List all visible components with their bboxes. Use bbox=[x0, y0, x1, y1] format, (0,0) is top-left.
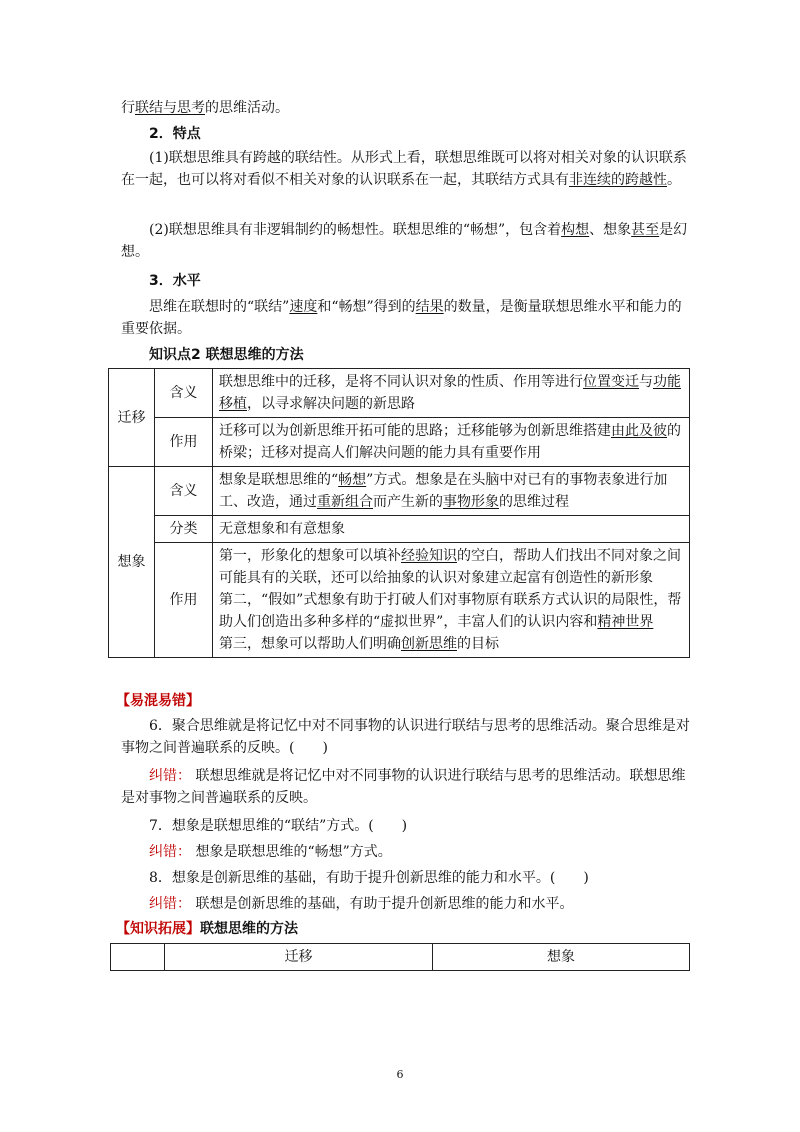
imagination-function-cell bbox=[213, 543, 690, 658]
section-3-title: 3．水平 bbox=[149, 273, 201, 289]
sub-header-category: 分类 bbox=[155, 516, 213, 543]
correction-label: 纠错： bbox=[149, 844, 191, 860]
table-row bbox=[109, 467, 690, 516]
question-7: 7．想象是联想思维的“联结”方式。( ) bbox=[149, 818, 408, 834]
function-item-3: 第三，想象可以帮助人们明确创新思维的目标 bbox=[219, 636, 499, 652]
table-row bbox=[111, 944, 690, 971]
correction-8: 纠错： 联想是创新思维的基础，有助于提升创新思维的能力和水平。 bbox=[149, 896, 574, 912]
function-item-1: 第一，形象化的想象可以填补经验知识的空白，帮助人们找出不同对象之间可能具有的关联，还可以给抽象的认识对象建立起富有创造性的新形象 bbox=[219, 548, 681, 586]
section-2-title: 2．特点 bbox=[149, 126, 201, 142]
feature-paragraph-1: (1)联想思维具有跨越的联结性。从形式上看，联想思维既可以将对相关对象的认识联系在一起，也可以将对看似不相关对象的认识联系在一起，其联结方式具有非连续的跨越性。 bbox=[121, 150, 687, 188]
table-row bbox=[109, 418, 690, 467]
table-row bbox=[109, 369, 690, 418]
easily-confused-label: 【易混易错】 bbox=[116, 693, 200, 709]
sub-header-meaning: 含义 bbox=[155, 369, 213, 418]
sub-header-function: 作用 bbox=[155, 418, 213, 467]
sub-header-function: 作用 bbox=[155, 543, 213, 658]
row-header-imagination: 想象 bbox=[109, 467, 155, 658]
row-header-transfer: 迁移 bbox=[109, 369, 155, 467]
imagination-meaning-cell: 想象是联想思维的“畅想”方式。想象是在头脑中对已有的事物表象进行加工、改造，通过重新组合而产生新的事物形象的思维过程 bbox=[213, 467, 690, 516]
knowledge-point-2-title: 知识点2 联想思维的方法 bbox=[149, 347, 304, 363]
methods-table bbox=[108, 368, 690, 658]
level-paragraph: 思维在联想时的“联结”速度和“畅想”得到的结果的数量，是衡量联想思维水平和能力的重要依据。 bbox=[121, 299, 682, 337]
transfer-function-cell: 迁移可以为创新思维开拓可能的思路；迁移能够为创新思维搭建由此及彼的桥梁；迁移对提高人们解决问题的能力具有重要作用 bbox=[213, 418, 690, 467]
extension-table bbox=[110, 943, 690, 971]
page-number: 6 bbox=[396, 1068, 404, 1081]
header-imagination: 想象 bbox=[433, 944, 690, 971]
feature-paragraph-2: (2)联想思维具有非逻辑制约的畅想性。联想思维的“畅想”，包含着构想、想象甚至是幻想。 bbox=[121, 222, 688, 260]
correction-label: 纠错： bbox=[149, 896, 191, 912]
question-8: 8．想象是创新思维的基础，有助于提升创新思维的能力和水平。( ) bbox=[149, 870, 589, 886]
sub-header-meaning: 含义 bbox=[155, 467, 213, 516]
intro-line: 行联结与思考的思维活动。 bbox=[121, 100, 289, 116]
knowledge-extension-heading: 【知识拓展】联想思维的方法 bbox=[116, 921, 298, 937]
table-row bbox=[109, 516, 690, 543]
correction-label: 纠错： bbox=[149, 768, 191, 784]
correction-6: 纠错： 联想思维就是将记忆中对不同事物的认识进行联结与思考的思维活动。联想思维是对事物之间普遍联系的反映。 bbox=[121, 768, 686, 806]
correction-7: 纠错： 想象是联想思维的“畅想”方式。 bbox=[149, 844, 392, 860]
question-6: 6．聚合思维就是将记忆中对不同事物的认识进行联结与思考的思维活动。聚合思维是对事物之间普遍联系的反映。( ) bbox=[121, 718, 690, 756]
function-item-2: 第二，“假如”式想象有助于打破人们对事物原有联系方式认识的局限性，帮助人们创造出多种多样的“虚拟世界”，丰富人们的认识内容和精神世界 bbox=[219, 592, 682, 630]
imagination-category-cell: 无意想象和有意想象 bbox=[213, 516, 690, 543]
transfer-meaning-cell: 联想思维中的迁移，是将不同认识对象的性质、作用等进行位置变迁与功能移植，以寻求解决问题的新思路 bbox=[213, 369, 690, 418]
header-transfer: 迁移 bbox=[165, 944, 433, 971]
table-row bbox=[109, 543, 690, 658]
empty-header-cell bbox=[111, 944, 165, 971]
